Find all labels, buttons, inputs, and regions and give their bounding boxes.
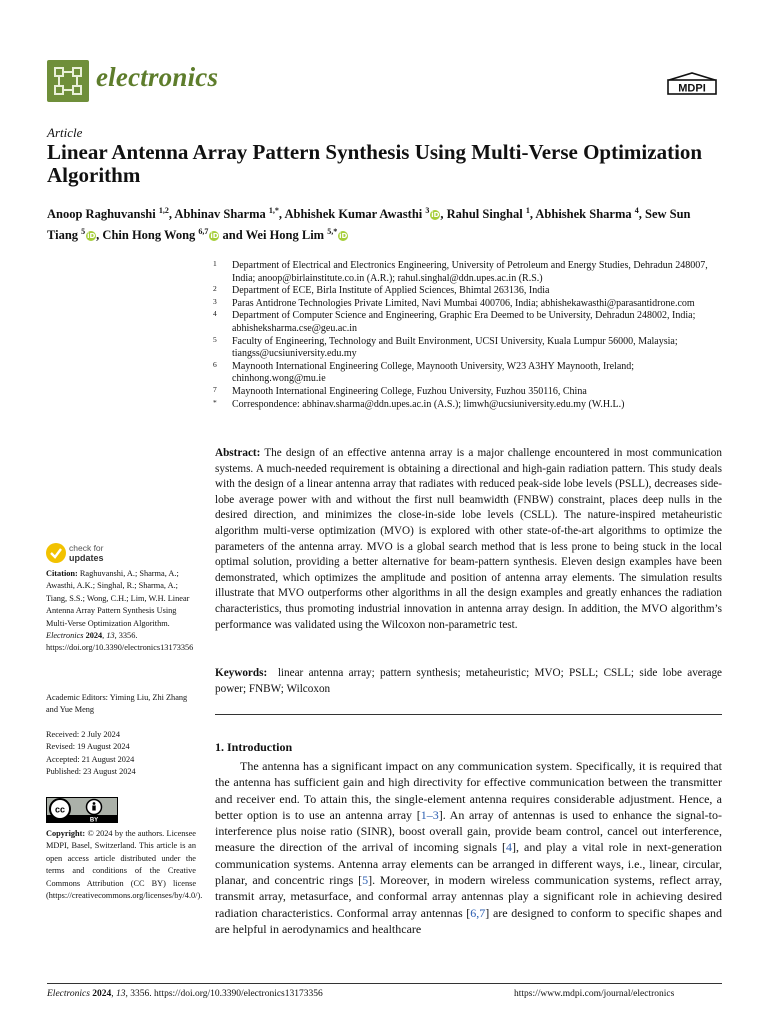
article-type: Article [47,125,83,140]
affiliation-item: 3 Paras Antidrone Technologies Private Limited, Navi Mumbai 400706, India; abhishekawasthi@parasantidrone.com [213,296,695,309]
revised-date: Revised: 19 August 2024 [46,742,130,752]
copyright-notice: Copyright: © 2024 by the authors. Licensee MDPI, Basel, Switzerland. This article is an open access article distributed under the terms and conditions of the Creative Commons Attribution (CC BY) license (https://creativecommons.org/licenses/by/4.0/). [46,829,203,901]
keywords [215,666,722,697]
received-date: Received: 2 July 2024 [46,730,120,739]
affiliation-item: 5 Faculty of Engineering, Technology and Built Environment, UCSI University, Kuala Lumpur 56000, Malaysia; tiangss@ucsiuniversity.edu.my [213,334,678,360]
affiliation-list [213,260,723,411]
author-name[interactable]: Anoop Raghuvanshi [47,207,156,222]
affiliation-item: 1 Department of Electrical and Electronics Engineering, University of Petroleum and Energy Studies, Dehradun 248007, India; anoop@birlainstitute.co.in (A.R.); rahul.singhal@ddn.upes.ac.in (R.S.) [213,259,708,284]
affiliation-item: 7 Maynooth International Engineering College, Fuzhou University, Fuzhou 350116, China [213,384,587,397]
author-list: Anoop Raghuvanshi $^{1,2}$, Abhinav Sharma $^{1,*}$, Abhishek Kumar Awasthi $^3$iD, Rahul Singhal $^1$, Abhishek Sharma $^4$, Sew Sun Tiang $^5$iD, Chin Hong Wong $^{6,7}$iD and Wei Hong Lim $^{5,*}$iD [47,206,691,243]
orcid-icon[interactable]: iD [339,232,348,241]
svg-text:cc: cc [54,804,66,815]
svg-text:BY: BY [89,817,99,823]
introduction-paragraph: The antenna has a significant impact on any communication system. Specifically, it is required that the antenna has sufficient gain and high directivity for effective communication between the transmitter and receiver end. To attain this, the single-element antenna requires considerable adjustment. Hence, a better option is to use an antenna array [1–3]. An array of antennas is used to enhance the signal-to-interference plus noise ratio (SINR), boost overall gain, provide beam control, cancel out interference, measure the direction of the arrival of incoming signals [4], and play a vital role in next-generation communication systems. Antenna array elements can be arranged in different ways, i.e., linear, circular, planar, and concentric rings [5]. Moreover, in modern wireless communication systems, reflect array, transmit array, metasurface, and conformal array antennas play a significant role in achieving desired radiation characteristics. Conformal array antennas [6,7] are designed to conform to specific shapes and are helpful in aerodynamics and healthcare [215,759,722,936]
author-name[interactable]: Rahul Singhal [446,207,523,222]
accepted-date: Accepted: 21 August 2024 [46,754,135,764]
author-name[interactable]: Wei Hong Lim [245,228,325,243]
citation-block: Citation: Raghuvanshi, A.; Sharma, A.; Awasthi, A.K.; Singhal, R.; Sharma, A.; Tiang, S.S.; Wong, C.H.; Lim, W.H. Linear Antenna Array Pattern Synthesis Using Multi-Verse Optimization Algorithm. Electronics 2024, 13, 3356. https://doi.org/10.3390/electronics13173356 [46,569,194,653]
affiliation-item: * Correspondence: abhinav.sharma@ddn.upes.ac.in (A.S.); limwh@ucsiuniversity.edu.my (W.H.L.) [213,397,625,410]
author-name[interactable]: Chin Hong Wong [102,228,196,243]
svg-text:updates: updates [69,553,104,563]
check-for-updates-button[interactable] [45,541,125,565]
publication-dates [46,729,196,779]
orcid-icon[interactable]: iD [87,232,96,241]
svg-text:check for: check for [69,543,104,553]
paper-title: Linear Antenna Array Pattern Synthesis Using Multi-Verse Optimization Algorithm [47,140,703,187]
author-name[interactable]: Abhinav Sharma [174,207,266,222]
author-name[interactable]: Abhishek Kumar Awasthi [284,207,423,222]
cc-by-license-icon[interactable] [46,797,118,823]
journal-logo-icon [47,60,89,102]
footer-divider [47,983,722,984]
journal-name: electronics [96,62,219,92]
abstract-text: The design of an effective antenna array is a major challenge encountered in most communication systems. A much-needed requirement is obtaining a directional and high-gain radiation pattern. This study deals with the design of a linear antenna array that radiates with reduced peak-side lobe levels (PSLL), decreases side-lobe average power with and without the first null beamwidth (FNBW) constraint, places deep nulls in the desired direction, and minimizes the close-in-side lobe levels (CSLL). The nature-inspired metaheuristic algorithm multi-verse optimization (MVO) is explored with other state-of-the-art algorithms to optimize the parameters of the antenna array. MVO is a global search method that is less prone to being stuck in the local optimal solution, providing a better alternative for beam-pattern synthesis. Eleven design examples have been demonstrated, which optimizes the amplitude and position of antenna array elements. The simulation results illustrate that MVO outperforms other algorithms in all the design examples and greatly enhances the radiation characteristics, thus promoting industrial innovation in antenna array design. In addition, the MVO algorithm’s performance was validated using the Wilcoxon non-parametric test. [215,447,722,631]
orcid-icon[interactable]: iD [210,232,219,241]
keywords-text: linear antenna array; pattern synthesis; metaheuristic; MVO; PSLL; CSLL; side lobe average power; FNBW; Wilcoxon [215,667,722,695]
abstract-label: Abstract: [215,447,261,459]
author-name[interactable]: Sew Sun Tiang [47,207,691,243]
citation-link[interactable]: 6,7 [470,905,486,920]
affiliation-item: 6 Maynooth International Engineering College, Maynooth University, W23 A3HY Maynooth, Ireland; chinhong.wong@mu.ie [213,359,635,385]
keywords-label: Keywords: [215,667,268,679]
orcid-icon[interactable]: iD [431,211,440,220]
footer-citation: Electronics 2024, 13, 3356. https://doi.org/10.3390/electronics13173356 [47,989,323,999]
published-date: Published: 23 August 2024 [46,767,136,777]
academic-editors: Academic Editors: Yiming Liu, Zhi Zhang and Yue Meng [46,693,188,715]
author-name[interactable]: Abhishek Sharma [535,207,632,222]
svg-text:MDPI: MDPI [678,82,706,95]
affiliation-item: 4 Department of Computer Science and Engineering, Graphic Era Deemed to be University, Dehradun 248002, India; abhisheksharma.cse@geu.ac.in [213,309,696,334]
section-divider [215,714,722,715]
affiliation-item: 2 Department of ECE, Birla Institute of Applied Sciences, Bhimtal 263136, India [213,284,550,297]
mdpi-logo[interactable] [665,70,719,96]
abstract [215,446,722,633]
section-heading: 1. Introduction [215,740,293,754]
journal-url-link[interactable]: https://www.mdpi.com/journal/electronics [514,989,675,999]
citation-link[interactable]: 1–3 [420,807,439,822]
citation-link[interactable]: 5 [362,873,369,888]
citation-link[interactable]: 4 [506,840,512,855]
